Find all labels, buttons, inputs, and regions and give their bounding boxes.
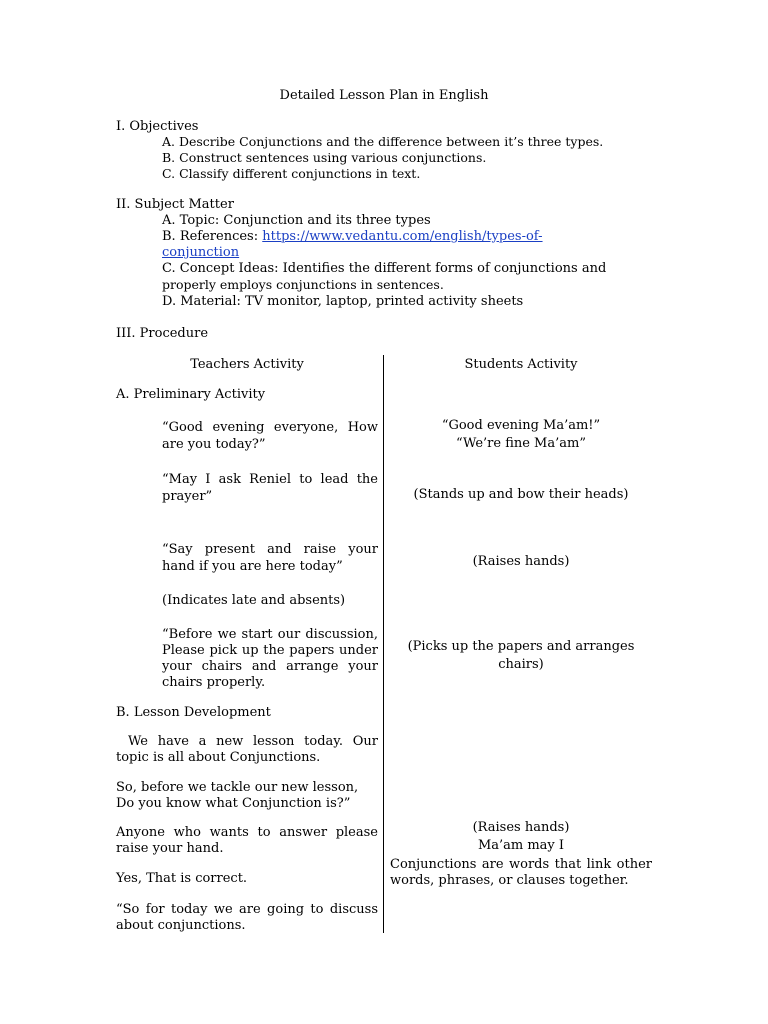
preliminary-activity-heading: A. Preliminary Activity	[116, 387, 266, 402]
lesson-development-heading: B. Lesson Development	[116, 705, 271, 720]
teacher-anyone-answer: Anyone who wants to answer please raise your hand.	[116, 825, 378, 856]
student-papers: (Picks up the papers and arranges chairs)	[407, 639, 635, 672]
student-prayer: (Stands up and bow their heads)	[413, 487, 629, 502]
subject-matter-heading: II. Subject Matter	[116, 197, 234, 212]
teachers-activity-header: Teachers Activity	[190, 357, 304, 372]
references-line-2	[162, 245, 239, 261]
references-link-continued[interactable]: conjunction	[162, 245, 240, 260]
student-greeting-2: “We’re fine Ma’am”	[456, 436, 586, 451]
teacher-correct: Yes, That is correct.	[116, 871, 248, 886]
student-answer: Conjunctions are words that link other words, phrases, or clauses together.	[390, 857, 652, 888]
column-divider	[383, 355, 384, 933]
teacher-present: “Say present and raise your hand if you are here today”	[162, 542, 378, 574]
student-present: (Raises hands)	[472, 554, 570, 569]
objective-a: A. Describe Conjunctions and the difference between it’s three types.	[162, 134, 604, 149]
objectives-heading: I. Objectives	[116, 119, 199, 134]
references-label: B. References:	[162, 229, 263, 244]
objective-c: C. Classify different conjunctions in text.	[162, 166, 421, 181]
references-line	[162, 229, 722, 245]
student-greeting-1: “Good evening Ma’am!”	[441, 418, 601, 433]
material-line: D. Material: TV monitor, laptop, printed activity sheets	[162, 294, 524, 309]
references-link[interactable]: https://www.vedantu.com/english/types-of-	[262, 229, 543, 244]
concept-line-1: C. Concept Ideas: Identifies the different forms of conjunctions and	[162, 261, 607, 276]
students-activity-header: Students Activity	[464, 357, 578, 372]
topic-line: A. Topic: Conjunction and its three types	[162, 213, 431, 228]
teacher-late-absents: (Indicates late and absents)	[162, 593, 346, 608]
document-title: Detailed Lesson Plan in English	[279, 88, 489, 103]
student-maam-may-i: Ma’am may I	[477, 838, 565, 853]
objective-b: B. Construct sentences using various conjunctions.	[162, 150, 487, 165]
teacher-discuss: “So for today we are going to discuss about conjunctions.	[116, 902, 378, 933]
teacher-new-lesson: We have a new lesson today. Our topic is all about Conjunctions.	[116, 734, 378, 765]
procedure-heading: III. Procedure	[116, 326, 209, 341]
concept-line-2: properly employs conjunctions in sentences.	[162, 277, 444, 292]
student-raises-hands: (Raises hands)	[472, 820, 570, 835]
teacher-tackle-question: So, before we tackle our new lesson, Do you know what Conjunction is?”	[116, 780, 359, 811]
teacher-papers: “Before we start our discussion, Please pick up the papers under your chairs and arrange your chairs properly.	[162, 627, 378, 690]
teacher-prayer: “May I ask Reniel to lead the prayer”	[162, 472, 378, 504]
teacher-greeting: “Good evening everyone, How are you today?”	[162, 420, 378, 452]
